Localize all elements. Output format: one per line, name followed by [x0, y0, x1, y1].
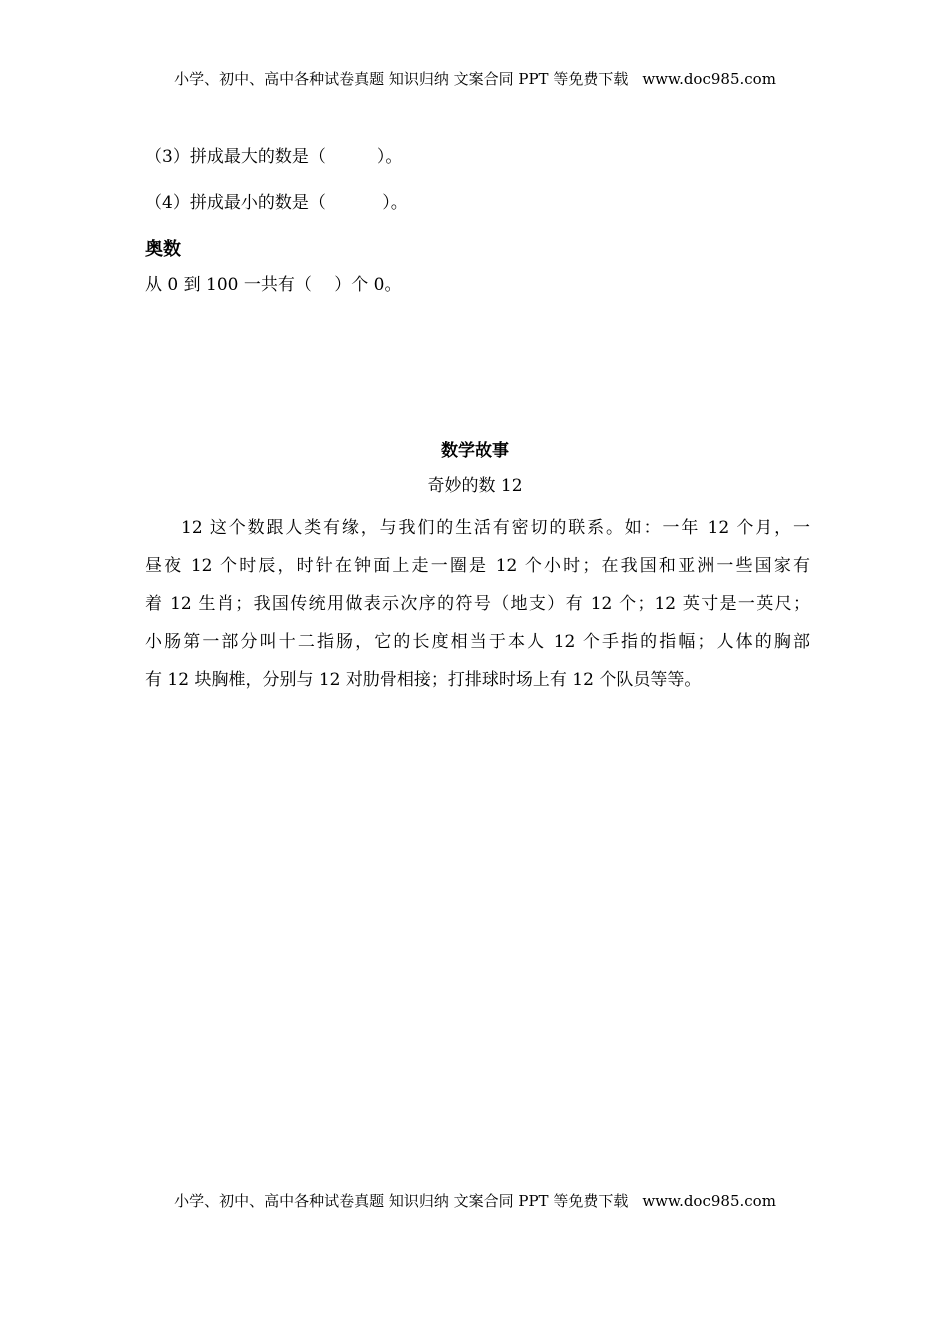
page-header	[0, 69, 950, 89]
olympiad-question: 从 0 到 100 一共有（ ）个 0。	[145, 275, 402, 295]
footer-text: 小学、初中、高中各种试卷真题 知识归纳 文案合同 PPT 等免费下载	[174, 1192, 629, 1210]
question-4: （4）拼成最小的数是（ ）。	[145, 193, 408, 213]
question-3: （3）拼成最大的数是（ ）。	[145, 147, 403, 167]
header-text: 小学、初中、高中各种试卷真题 知识归纳 文案合同 PPT 等免费下载	[174, 70, 629, 88]
story-heading: 数学故事	[441, 441, 509, 461]
olympiad-heading: 奥数	[145, 239, 181, 260]
page-footer	[0, 1191, 950, 1211]
story-subtitle: 奇妙的数 12	[427, 476, 523, 496]
story-body	[145, 509, 810, 699]
story-line: 有 12 块胸椎，分别与 12 对肋骨相接；打排球时场上有 12 个队员等等。	[145, 670, 702, 690]
footer-url[interactable]: www.doc985.com	[642, 1192, 776, 1210]
story-line: 着 12 生肖；我国传统用做表示次序的符号（地支）有 12 个；12 英寸是一英尺；	[145, 594, 810, 614]
story-line: 12 这个数跟人类有缘，与我们的生活有密切的联系。如：一年 12 个月，一	[181, 518, 810, 538]
story-line: 昼夜 12 个时辰，时针在钟面上走一圈是 12 个小时；在我国和亚洲一些国家有	[145, 556, 810, 576]
header-url[interactable]: www.doc985.com	[642, 70, 776, 88]
story-line: 小肠第一部分叫十二指肠，它的长度相当于本人 12 个手指的指幅；人体的胸部	[145, 632, 810, 652]
